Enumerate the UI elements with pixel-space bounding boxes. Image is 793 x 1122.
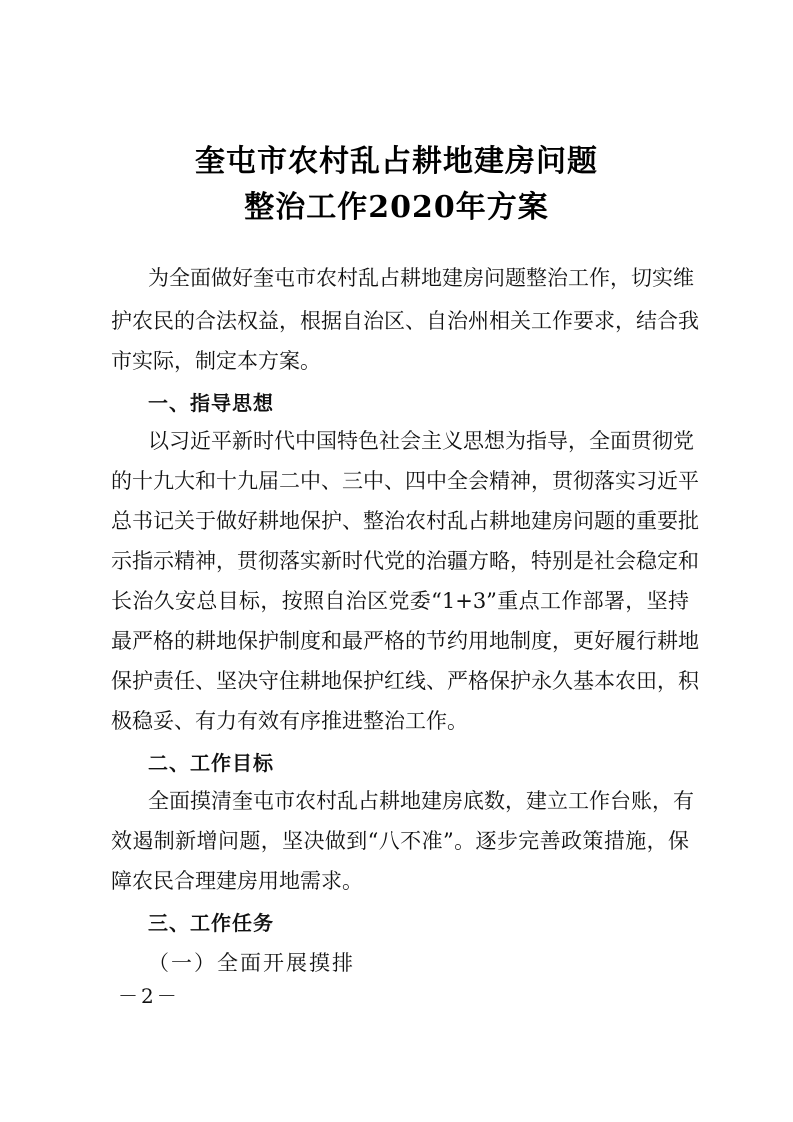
page-number: －2－: [118, 984, 180, 1008]
paragraph-line: 保护责任、坚决守住耕地保护红线、严格保护永久基本农田，积: [111, 669, 699, 693]
paragraph-line: 的十九大和十九届二中、三中、四中全会精神，贯彻落实习近平: [111, 469, 699, 493]
paragraph-line: 极稳妥、有力有效有序推进整治工作。: [111, 709, 468, 733]
paragraph-line: 最严格的耕地保护制度和最严格的节约用地制度，更好履行耕地: [111, 629, 699, 653]
subsection-heading: （一）全面开展摸排: [148, 951, 355, 975]
paragraph-line: 障农民合理建房用地需求。: [111, 869, 363, 893]
intro-line: 护农民的合法权益，根据自治区、自治州相关工作要求，结合我: [111, 309, 699, 333]
paragraph-line: 示指示精神，贯彻落实新时代党的治疆方略，特别是社会稳定和: [111, 549, 699, 573]
intro-line: 为全面做好奎屯市农村乱占耕地建房问题整治工作，切实维: [148, 266, 694, 290]
intro-line: 市实际，制定本方案。: [111, 349, 321, 373]
paragraph-line: 以习近平新时代中国特色社会主义思想为指导，全面贯彻党: [148, 429, 694, 453]
section-heading: 三、工作任务: [148, 911, 274, 935]
document-title-line-2: 整治工作2020年方案: [244, 190, 549, 225]
section-heading: 一、指导思想: [148, 391, 274, 415]
paragraph-line: 效遏制新增问题，坚决做到“八不准”。逐步完善政策措施，保: [111, 829, 689, 853]
paragraph-line: 长治久安总目标，按照自治区党委“1+3”重点工作部署，坚持: [111, 589, 689, 613]
paragraph-line: 全面摸清奎屯市农村乱占耕地建房底数，建立工作台账，有: [148, 789, 694, 813]
document-title-line-1: 奎屯市农村乱占耕地建房问题: [195, 144, 598, 179]
paragraph-line: 总书记关于做好耕地保护、整治农村乱占耕地建房问题的重要批: [111, 509, 699, 533]
section-heading: 二、工作目标: [148, 751, 274, 775]
